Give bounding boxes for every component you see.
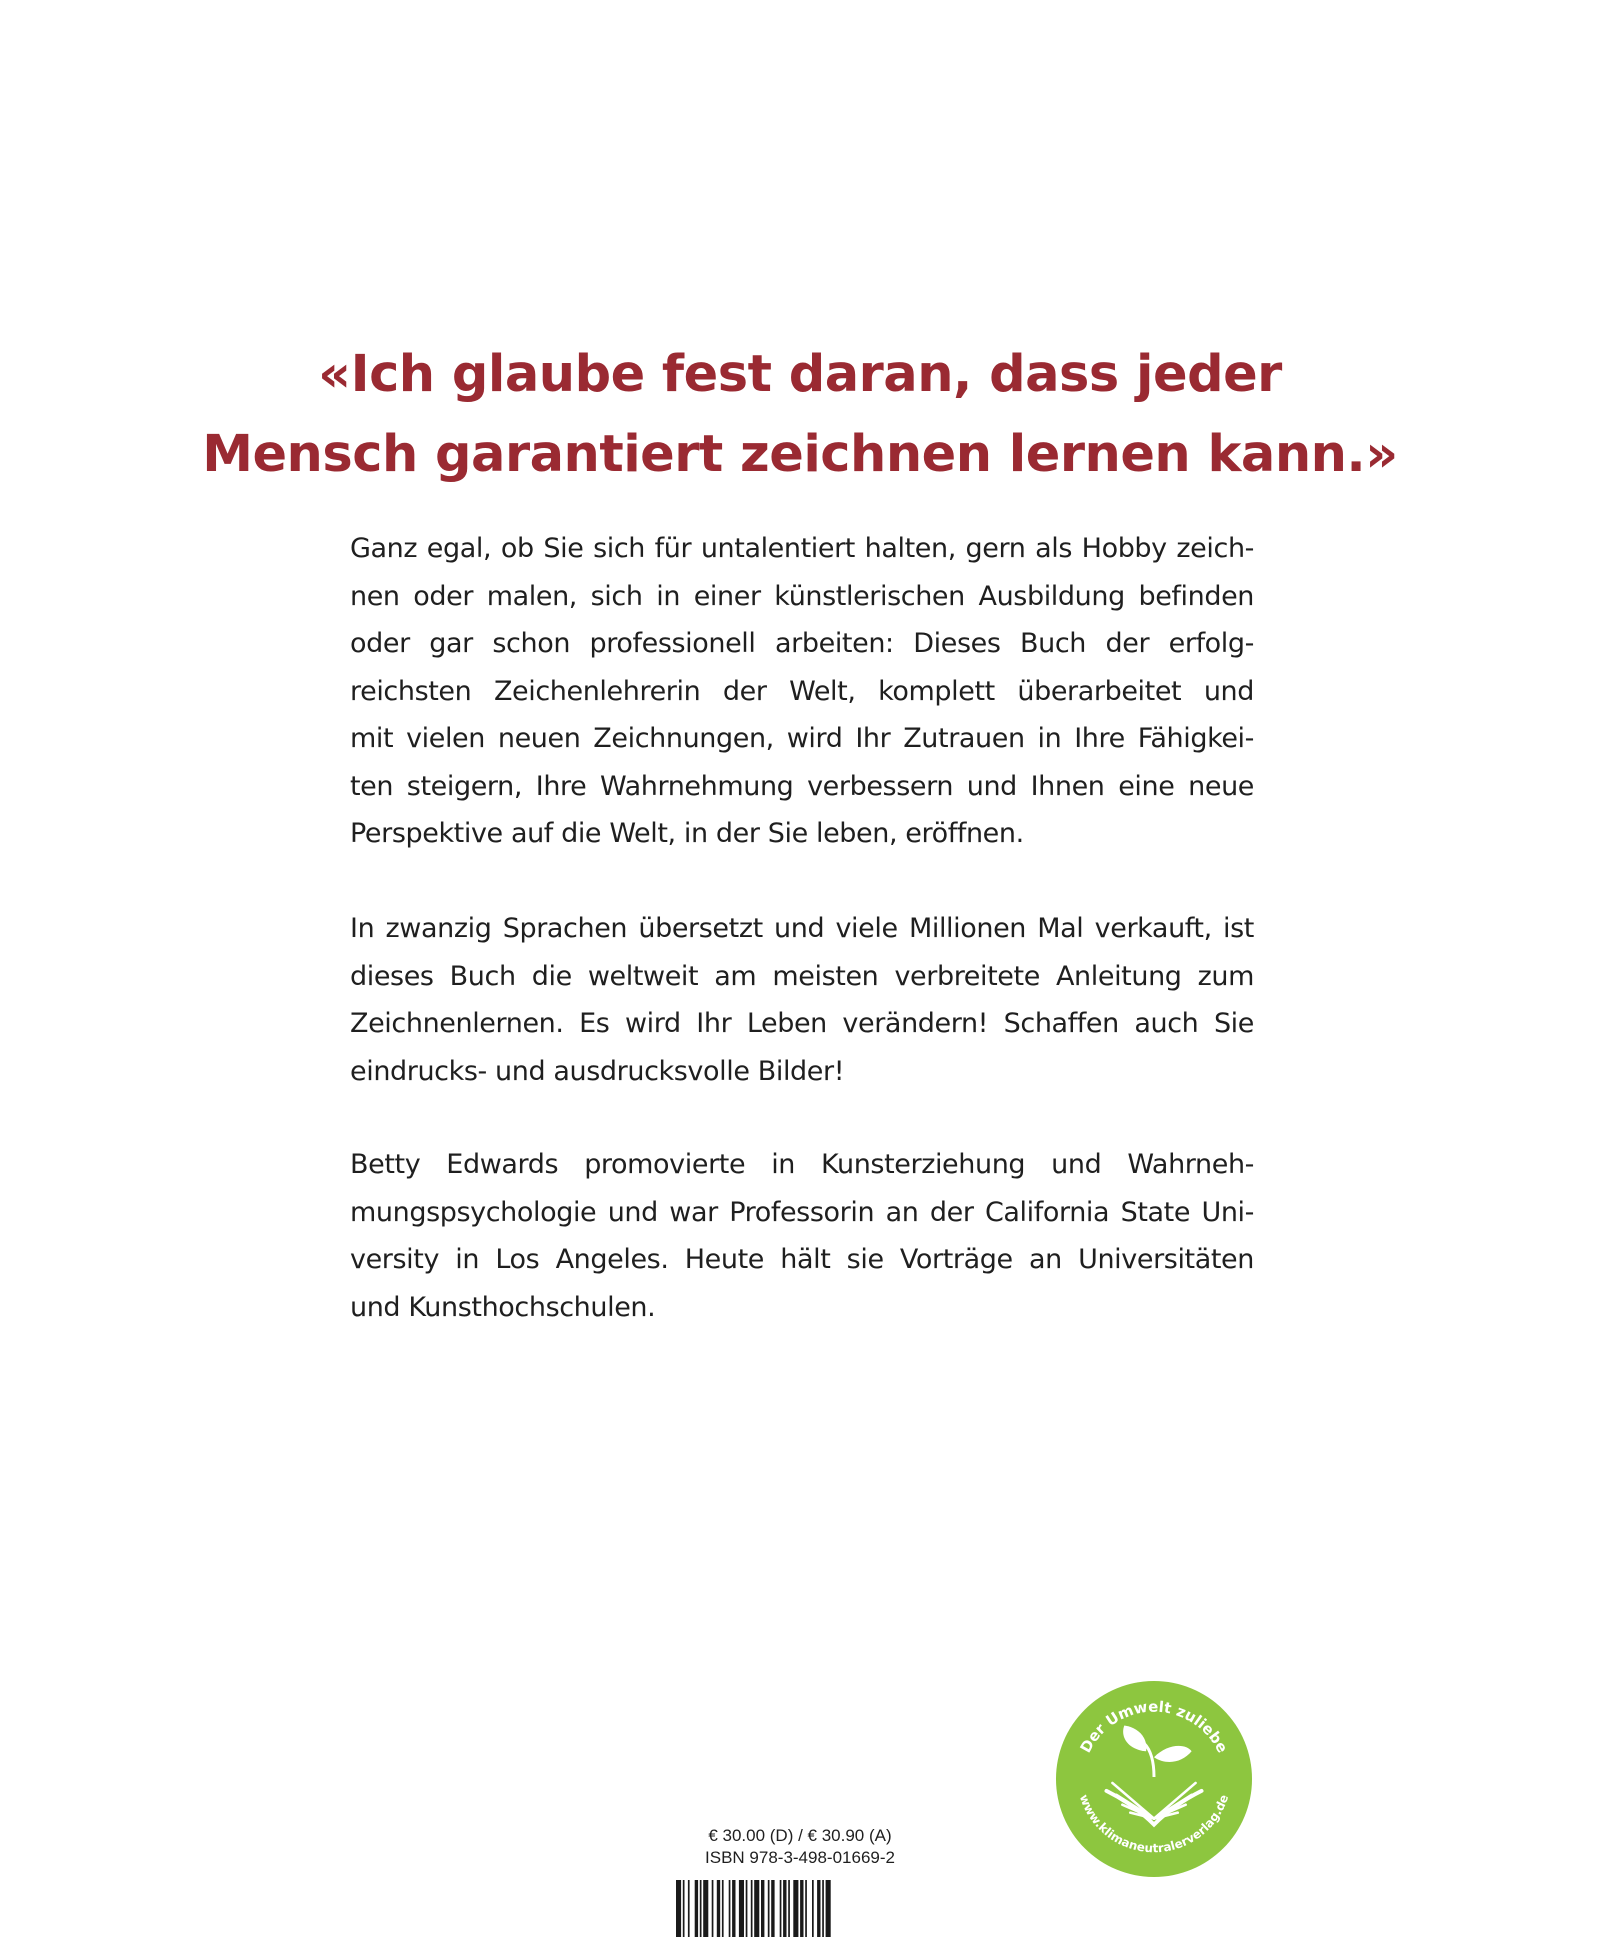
isbn-text: ISBN 978-3-498-01669-2 bbox=[705, 1848, 895, 1867]
barcode-bar bbox=[695, 1880, 698, 1937]
text-line: und Kunsthochschulen. bbox=[350, 1291, 656, 1323]
badge-bottom-text: www.klimaneutralerverlag.de bbox=[1076, 1792, 1232, 1856]
barcode-bar bbox=[768, 1880, 770, 1937]
text-line: Ganz egal, ob Sie sich für untalentiert halten, gern als Hobby zeich- bbox=[350, 533, 1254, 564]
headline-line-2: Mensch garantiert zeichnen lernen kann.» bbox=[202, 425, 1398, 484]
barcode-bar bbox=[739, 1880, 744, 1937]
text-line: reichsten Zeichenlehrerin der Welt, komplett überarbeitet und bbox=[350, 675, 1254, 707]
barcode-bar bbox=[800, 1880, 803, 1937]
barcode-bar bbox=[817, 1880, 820, 1937]
barcode-bar bbox=[754, 1880, 759, 1937]
barcode-bar bbox=[703, 1880, 708, 1937]
barcode-bar bbox=[780, 1880, 782, 1937]
barcode-bar bbox=[783, 1880, 786, 1937]
text-line: Betty Edwards promovierte in Kunsterziehung und Wahrneh- bbox=[350, 1149, 1254, 1180]
text-line: mungspsychologie und war Professorin an der California State Uni- bbox=[350, 1196, 1254, 1228]
barcode-bar bbox=[732, 1880, 735, 1937]
barcode-bar bbox=[746, 1880, 748, 1937]
text-line: oder gar schon professionell arbeiten: Dieses Buch der erfolg- bbox=[350, 628, 1254, 659]
barcode-bar bbox=[688, 1880, 690, 1937]
barcode-bar bbox=[712, 1880, 714, 1937]
sales-paragraph bbox=[350, 905, 1254, 1095]
barcode-bar bbox=[722, 1880, 724, 1937]
description-paragraph bbox=[350, 525, 1254, 858]
barcode-bar bbox=[826, 1880, 831, 1937]
barcode-bar bbox=[805, 1880, 807, 1937]
author-bio-paragraph bbox=[350, 1141, 1254, 1331]
text-line: dieses Buch die weltweit am meisten verbreitete Anleitung zum bbox=[350, 960, 1254, 992]
barcode-bar bbox=[761, 1880, 764, 1937]
barcode-bar bbox=[812, 1880, 814, 1937]
text-line: Zeichnenlernen. Es wird Ihr Leben verändern! Schaffen auch Sie bbox=[350, 1008, 1254, 1039]
price-isbn-block bbox=[640, 1825, 960, 1869]
text-line: nen oder malen, sich in einer künstlerischen Ausbildung befinden bbox=[350, 580, 1254, 612]
text-line: Perspektive auf die Welt, in der Sie leben, eröffnen. bbox=[350, 818, 1024, 849]
barcode-bar bbox=[729, 1880, 731, 1937]
barcode-bar bbox=[676, 1880, 681, 1937]
text-line: mit vielen neuen Zeichnungen, wird Ihr Zutrauen in Ihre Fähigkei- bbox=[350, 723, 1254, 754]
headline-line-1: «Ich glaube fest daran, dass jeder bbox=[318, 345, 1282, 404]
barcode-bar bbox=[793, 1880, 798, 1937]
headline-quote bbox=[0, 335, 1600, 495]
barcode-bar bbox=[822, 1880, 824, 1937]
barcode-bar bbox=[788, 1880, 790, 1937]
barcode-bar bbox=[771, 1880, 774, 1937]
climate-neutral-badge bbox=[1055, 1680, 1253, 1878]
price-text: € 30.00 (D) / € 30.90 (A) bbox=[708, 1826, 892, 1845]
barcode bbox=[672, 1880, 928, 1937]
barcode-bar bbox=[683, 1880, 685, 1937]
barcode-bar bbox=[751, 1880, 753, 1937]
text-line: In zwanzig Sprachen übersetzt und viele Millionen Mal verkauft, ist bbox=[350, 913, 1254, 944]
text-line: ten steigern, Ihre Wahrnehmung verbessern und Ihnen eine neue bbox=[350, 770, 1254, 802]
text-line: eindrucks- und ausdrucksvolle Bilder! bbox=[350, 1055, 845, 1087]
barcode-bar bbox=[717, 1880, 720, 1937]
badge-top-text: Der Umwelt zuliebe bbox=[1076, 1697, 1232, 1756]
text-line: versity in Los Angeles. Heute hält sie Vorträge an Universitäten bbox=[350, 1244, 1254, 1275]
barcode-bar bbox=[700, 1880, 702, 1937]
